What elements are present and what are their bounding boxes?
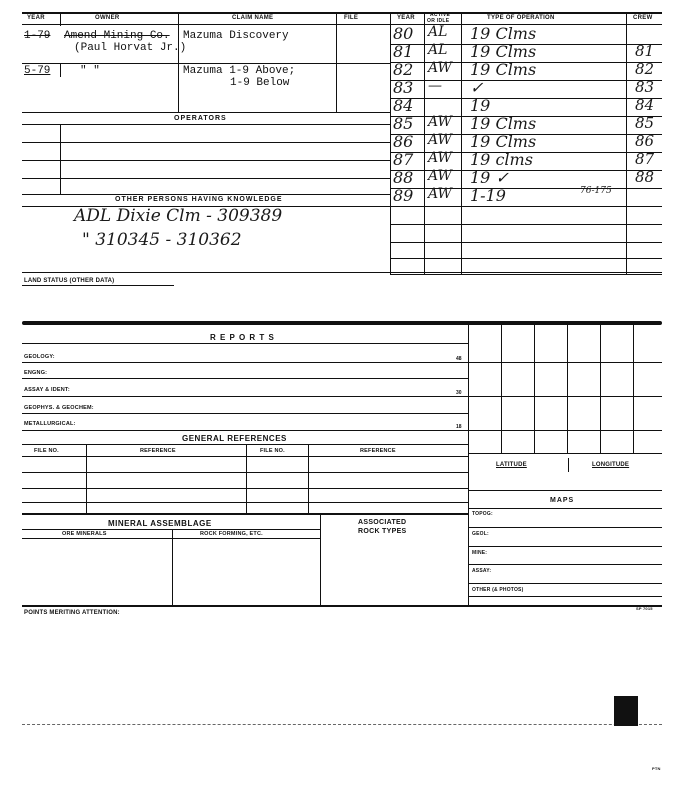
operation-year: 80	[393, 24, 414, 43]
divider	[22, 472, 468, 473]
divider	[246, 444, 247, 514]
report-metallurgical: METALLURGICAL:	[24, 421, 76, 427]
operation-crew: 83	[635, 78, 655, 96]
report-geology: GEOLOGY:	[24, 354, 55, 360]
operation-status: AW	[428, 168, 452, 184]
divider	[633, 325, 634, 453]
divider	[22, 194, 390, 195]
divider	[390, 224, 662, 225]
land-status-label: LAND STATUS (OTHER DATA)	[24, 278, 115, 284]
divider	[390, 206, 662, 207]
associated-label: ASSOCIATED	[358, 519, 407, 526]
col-active-header: ACTIVE	[430, 12, 451, 18]
operation-year: 82	[393, 60, 414, 79]
owner-year-1: 1-79	[24, 30, 51, 42]
operation-year: 88	[393, 168, 414, 187]
divider	[468, 564, 662, 565]
divider	[60, 12, 61, 26]
col-year-header: YEAR	[27, 15, 45, 21]
divider	[468, 453, 662, 454]
claim-name-1: Mazuma Discovery	[183, 30, 289, 42]
operation-crew: 87	[635, 150, 655, 168]
operation-status: AW	[428, 186, 452, 202]
claim-name-3: Mazuma 1-9 Above;	[183, 65, 296, 77]
divider	[600, 325, 601, 453]
operation-status: AL	[428, 42, 448, 58]
col-idle-header: OR IDLE	[427, 18, 450, 24]
divider	[320, 514, 321, 605]
operation-year: 81	[393, 42, 414, 61]
other-persons-label: OTHER PERSONS HAVING KNOWLEDGE	[115, 196, 283, 203]
divider	[336, 12, 337, 112]
divider	[468, 490, 662, 491]
operation-status: AW	[428, 114, 452, 130]
operation-status: AW	[428, 60, 452, 76]
operation-type: 1-19	[470, 186, 506, 205]
ore-minerals-label: ORE MINERALS	[62, 531, 107, 537]
operation-year: 89	[393, 186, 414, 205]
divider	[22, 63, 390, 64]
divider	[390, 242, 662, 243]
owner-year-3: 5-79	[24, 65, 51, 77]
fold-line	[22, 724, 662, 725]
page-mark: PTN	[652, 766, 661, 771]
operation-type: 19 Clms	[470, 42, 537, 61]
report-metallurgical-num: 18	[456, 424, 462, 430]
divider	[60, 124, 61, 194]
divider	[468, 583, 662, 584]
header-bottom-rule	[22, 24, 662, 25]
divider	[22, 513, 468, 515]
owner-name-1: Amend Mining Co.	[64, 30, 170, 42]
divider	[22, 124, 390, 125]
maps-assay: ASSAY:	[472, 568, 492, 574]
reports-title: R E P O R T S	[210, 333, 275, 342]
form-code: SP 7015	[636, 606, 653, 611]
maps-geol: GEOL:	[472, 531, 489, 537]
rock-forming-label: ROCK FORMING, ETC.	[200, 531, 263, 537]
operation-status: AL	[428, 24, 448, 40]
operation-year: 83	[393, 78, 414, 97]
operation-crew: 81	[635, 42, 655, 60]
longitude-label: LONGITUDE	[592, 462, 630, 468]
divider	[22, 456, 468, 457]
operation-type: 19 Clms	[470, 24, 537, 43]
latitude-label: LATITUDE	[496, 462, 527, 468]
divider	[22, 343, 468, 344]
maps-topog: TOPOG:	[472, 511, 493, 517]
operation-crew: 84	[635, 96, 655, 114]
divider	[22, 285, 174, 286]
divider	[22, 529, 320, 530]
ref-col-reference-1: REFERENCE	[140, 448, 176, 454]
divider	[468, 596, 662, 597]
maps-title: MAPS	[550, 497, 575, 504]
divider	[172, 529, 173, 605]
divider	[468, 430, 662, 431]
col-year2-header: YEAR	[397, 15, 415, 21]
operation-crew: 82	[635, 60, 655, 78]
divider	[390, 274, 662, 275]
mineral-assemblage-title: MINERAL ASSEMBLAGE	[108, 519, 212, 528]
report-assay-num: 30	[456, 390, 462, 396]
divider	[22, 378, 468, 379]
operation-year: 84	[393, 96, 414, 115]
report-engng: ENGNG:	[24, 370, 48, 376]
divider	[308, 444, 309, 514]
points-meriting-label: POINTS MERITING ATTENTION:	[24, 610, 120, 616]
owner-name-2: (Paul Horvat Jr.)	[74, 42, 187, 54]
divider	[568, 458, 569, 472]
col-claim-header: CLAIM NAME	[232, 15, 274, 21]
operation-type: 19 Clms	[470, 60, 537, 79]
divider	[178, 12, 179, 112]
operation-status: AW	[428, 150, 452, 166]
operation-crew: 86	[635, 132, 655, 150]
maps-mine: MINE:	[472, 550, 488, 556]
claim-name-4: 1-9 Below	[230, 77, 290, 89]
divider	[501, 325, 502, 453]
col-crew-header: CREW	[633, 15, 653, 21]
divider	[22, 502, 468, 503]
general-references-title: GENERAL REFERENCES	[182, 434, 287, 443]
divider	[424, 12, 425, 274]
owner-name-3: " "	[80, 65, 100, 77]
operation-type: 19 Clms	[470, 114, 537, 133]
divider	[468, 396, 662, 397]
report-geology-num: 48	[456, 356, 462, 362]
ref-col-file-1: FILE NO.	[34, 448, 59, 454]
divider	[22, 444, 468, 445]
operation-extra: 76-175	[580, 186, 612, 196]
divider	[22, 112, 390, 113]
divider	[567, 325, 568, 453]
divider	[22, 538, 320, 539]
maps-other: OTHER (& PHOTOS)	[472, 587, 524, 593]
divider	[626, 12, 627, 274]
divider	[390, 12, 391, 274]
other-persons-line-1: ADL Dixie Clm - 309389	[74, 206, 283, 226]
col-owner-header: OWNER	[95, 15, 120, 21]
divider	[468, 325, 469, 605]
divider	[534, 325, 535, 453]
operation-status: —	[428, 78, 442, 94]
divider	[22, 430, 468, 431]
divider	[390, 98, 662, 99]
divider	[468, 546, 662, 547]
operation-type: 19 Clms	[470, 132, 537, 151]
divider	[22, 178, 390, 179]
divider	[461, 12, 462, 274]
operation-year: 86	[393, 132, 414, 151]
scan-mark	[614, 696, 638, 726]
operation-type: 19	[470, 96, 491, 115]
col-file-header: FILE	[344, 15, 359, 21]
top-border	[22, 12, 662, 14]
divider	[468, 508, 662, 509]
other-persons-line-2: " 310345 - 310362	[82, 230, 242, 250]
operation-year: 87	[393, 150, 414, 169]
section-bar	[22, 321, 662, 325]
divider	[22, 605, 662, 607]
divider	[86, 444, 87, 514]
divider	[22, 142, 390, 143]
report-geophys: GEOPHYS. & GEOCHEM:	[24, 405, 94, 411]
divider	[468, 362, 662, 363]
divider	[60, 63, 61, 77]
divider	[22, 413, 468, 414]
rock-types-label: ROCK TYPES	[358, 528, 407, 535]
ref-col-reference-2: REFERENCE	[360, 448, 396, 454]
ref-col-file-2: FILE NO.	[260, 448, 285, 454]
col-type-header: TYPE OF OPERATION	[487, 15, 555, 21]
operation-year: 85	[393, 114, 414, 133]
operation-type: ✓	[470, 78, 484, 97]
divider	[22, 160, 390, 161]
divider	[22, 488, 468, 489]
operation-type: 19 ✓	[470, 168, 509, 187]
divider	[22, 362, 468, 363]
operation-crew: 88	[635, 168, 655, 186]
divider	[22, 272, 662, 273]
report-assay: ASSAY & IDENT:	[24, 387, 70, 393]
operation-status: AW	[428, 132, 452, 148]
operators-label: OPERATORS	[174, 115, 227, 122]
divider	[22, 396, 468, 397]
divider	[468, 527, 662, 528]
operation-crew: 85	[635, 114, 655, 132]
operation-type: 19 clms	[470, 150, 533, 169]
divider	[390, 258, 662, 259]
